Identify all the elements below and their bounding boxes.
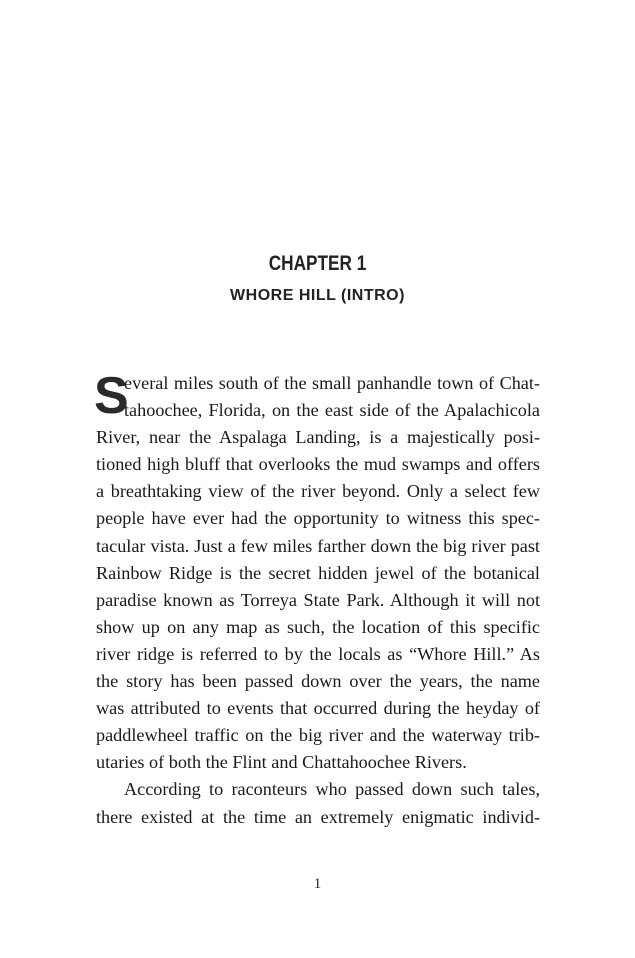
text-line: everal miles south of the small panhandle town of Chat- <box>124 373 540 393</box>
text-line: there existed at the time an extremely enigmatic individ- <box>96 806 540 827</box>
text-line: tacular vista. Just a few miles farther down the big river past <box>96 535 540 556</box>
text-line: River, near the Aspalaga Landing, is a majestically posi- <box>96 427 540 448</box>
chapter-heading <box>0 250 635 306</box>
text-line: Rainbow Ridge is the secret hidden jewel of the botanical <box>96 562 540 583</box>
text-line: people have ever had the opportunity to witness this spec- <box>96 508 540 529</box>
text-line: According to raconteurs who passed down such tales, <box>124 779 540 800</box>
text-line: paddlewheel traffic on the big river and the waterway trib- <box>96 725 540 746</box>
text-line: river ridge is referred to by the locals as “Whore Hill.” As <box>96 643 540 664</box>
text-line: was attributed to events that occurred during the heyday of <box>96 698 540 719</box>
body-text <box>94 367 540 831</box>
text-line: utaries of both the Flint and Chattahoochee Rivers. <box>96 752 467 773</box>
chapter-number: CHAPTER 1 <box>268 252 367 275</box>
chapter-title: WHORE HILL (INTRO) <box>230 287 405 304</box>
text-line: tioned high bluff that overlooks the mud swamps and offers <box>96 454 540 475</box>
text-line: a breathtaking view of the river beyond. Only a select few <box>96 481 540 502</box>
page-number: 1 <box>313 876 322 892</box>
text-line: tahoochee, Florida, on the east side of the Apalachicola <box>124 400 540 421</box>
text-line: show up on any map as such, the location of this specific <box>96 616 540 637</box>
text-line: the story has been passed down over the years, the name <box>96 671 540 692</box>
drop-cap: S <box>94 367 129 425</box>
text-line: paradise known as Torreya State Park. Although it will not <box>96 589 540 610</box>
